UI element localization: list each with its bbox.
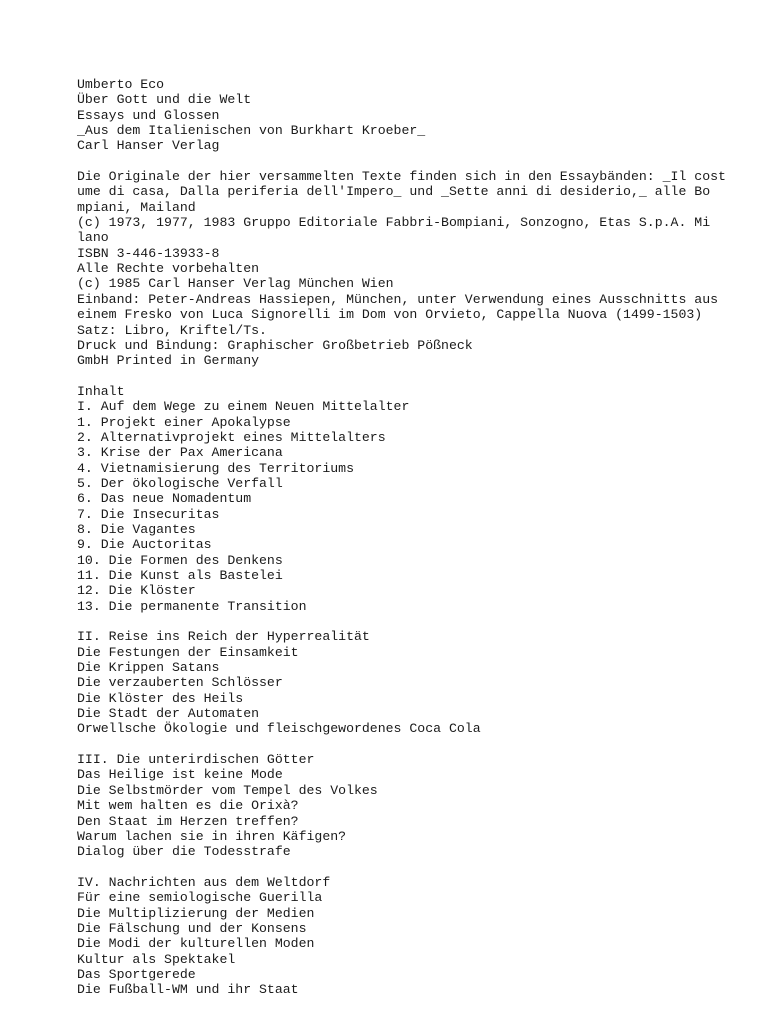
contents-item: 1. Projekt einer Apokalypse: [77, 414, 291, 430]
contents-item: Die Modi der kulturellen Moden: [77, 936, 315, 952]
rights-line: lano: [77, 230, 109, 246]
contents-part-4: [77, 875, 757, 998]
contents-part-2: [77, 629, 757, 736]
cover-credit-line: Einband: Peter-Andreas Hassiepen, München, unter Verwendung eines Ausschnitts aus: [77, 291, 719, 307]
contents-item: 4. Vietnamisierung des Territoriums: [77, 460, 354, 476]
rights-line: Alle Rechte vorbehalten: [77, 261, 260, 277]
typesetting-line: Satz: Libro, Kriftel/Ts.: [77, 322, 267, 338]
part-title: III. Die unterirdischen Götter: [77, 752, 315, 768]
contents-item: 6. Das neue Nomadentum: [77, 491, 252, 507]
rights-line: (c) 1973, 1977, 1983 Gruppo Editoriale Fabbri-Bompiani, Sonzogno, Etas S.p.A. Mi: [77, 215, 711, 231]
contents-item: Die Fälschung und der Konsens: [77, 920, 307, 936]
contents-item: Die Fußball-WM und ihr Staat: [77, 982, 299, 998]
part-title: II. Reise ins Reich der Hyperrealität: [77, 629, 370, 645]
copyright-line: (c) 1985 Carl Hanser Verlag München Wien: [77, 276, 394, 292]
contents-heading: Inhalt: [77, 383, 125, 399]
rights-line: ume di casa, Dalla periferia dell'Impero_ und _Sette anni di desiderio,_ alle Bo: [77, 184, 711, 200]
book-subtitle: Essays und Glossen: [77, 107, 220, 123]
spacer: [77, 154, 757, 169]
contents-item: Die Festungen der Einsamkeit: [77, 644, 299, 660]
contents-item: Die Selbstmörder vom Tempel des Volkes: [77, 782, 378, 798]
book-title: Über Gott und die Welt: [77, 92, 252, 108]
contents-item: Das Heilige ist keine Mode: [77, 767, 283, 783]
contents-item: Dialog über die Todesstrafe: [77, 844, 291, 860]
printing-line: GmbH Printed in Germany: [77, 353, 260, 369]
contents-item: 5. Der ökologische Verfall: [77, 475, 283, 491]
contents-item: Die Stadt der Automaten: [77, 706, 260, 722]
contents-item: Die Krippen Satans: [77, 660, 220, 676]
contents-item: 3. Krise der Pax Americana: [77, 445, 283, 461]
printing-line: Druck und Bindung: Graphischer Großbetrieb Pößneck: [77, 337, 473, 353]
contents-item: Die Multiplizierung der Medien: [77, 905, 315, 921]
translation-credit: _Aus dem Italienischen von Burkhart Kroeber_: [77, 123, 426, 139]
contents-item: Für eine semiologische Guerilla: [77, 890, 323, 906]
part-title: I. Auf dem Wege zu einem Neuen Mittelalter: [77, 399, 410, 415]
contents-item: Orwellsche Ökologie und fleischgewordenes Coca Cola: [77, 721, 481, 737]
contents-part-3: [77, 752, 757, 859]
contents-item: 12. Die Klöster: [77, 583, 196, 599]
contents-item: 7. Die Insecuritas: [77, 506, 220, 522]
contents-item: Den Staat im Herzen treffen?: [77, 813, 299, 829]
spacer: [77, 614, 757, 629]
contents-item: 10. Die Formen des Denkens: [77, 552, 283, 568]
rights-block: [77, 169, 757, 368]
isbn-line: ISBN 3-446-13933-8: [77, 245, 220, 261]
part-title: IV. Nachrichten aus dem Weltdorf: [77, 874, 331, 890]
contents-item: Kultur als Spektakel: [77, 951, 236, 967]
contents-item: 2. Alternativprojekt eines Mittelalters: [77, 429, 386, 445]
contents-item: 9. Die Auctoritas: [77, 537, 212, 553]
text-body: [77, 77, 757, 998]
contents-part-1: [77, 399, 757, 614]
publisher-line: Carl Hanser Verlag: [77, 138, 220, 154]
spacer: [77, 860, 757, 875]
colophon-block: [77, 77, 757, 154]
cover-credit-line: einem Fresko von Luca Signorelli im Dom von Orvieto, Cappella Nuova (1499-1503): [77, 307, 703, 323]
contents-item: Mit wem halten es die Orixà?: [77, 798, 299, 814]
contents-item: Das Sportgerede: [77, 966, 196, 982]
spacer: [77, 369, 757, 384]
table-of-contents: [77, 384, 757, 998]
rights-line: Die Originale der hier versammelten Texte finden sich in den Essaybänden: _Il cost: [77, 169, 726, 185]
contents-item: 11. Die Kunst als Bastelei: [77, 568, 283, 583]
contents-item: 8. Die Vagantes: [77, 521, 196, 537]
contents-item: Die verzauberten Schlösser: [77, 675, 283, 691]
contents-item: 13. Die permanente Transition: [77, 598, 307, 614]
rights-line: mpiani, Mailand: [77, 199, 196, 215]
spacer: [77, 737, 757, 752]
author-line: Umberto Eco: [77, 77, 165, 92]
contents-item: Die Klöster des Heils: [77, 690, 244, 706]
contents-item: Warum lachen sie in ihren Käfigen?: [77, 828, 347, 844]
